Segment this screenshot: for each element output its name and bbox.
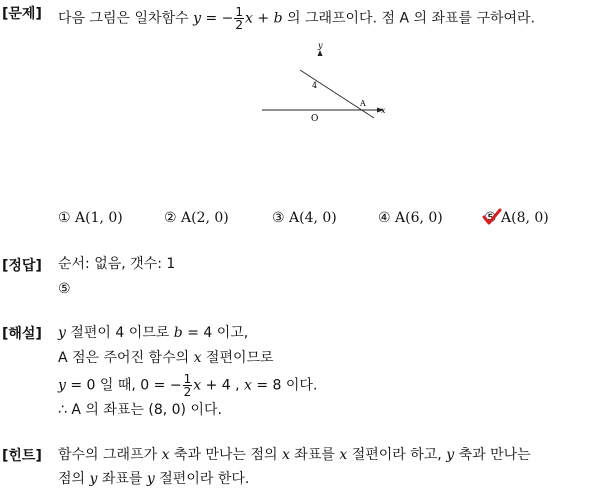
choice-text: A(6, 0) bbox=[395, 210, 443, 226]
explanation-line-1 bbox=[58, 323, 248, 343]
choice-mark: ③ bbox=[272, 210, 285, 226]
problem-question bbox=[58, 6, 535, 31]
text: 절편이라 하고, bbox=[347, 447, 447, 463]
var-y: y bbox=[446, 447, 455, 463]
eq-fraction bbox=[234, 6, 244, 31]
text: A 점은 주어진 함수의 bbox=[58, 350, 194, 366]
eq-frac-num: 1 bbox=[235, 5, 244, 19]
choice-3[interactable] bbox=[272, 210, 337, 226]
var-b: b bbox=[173, 325, 183, 341]
choice-mark: ⑤ bbox=[484, 210, 497, 226]
eq-x: x bbox=[245, 10, 253, 27]
text: 절편이므로 bbox=[201, 350, 274, 366]
eq-plus: + bbox=[252, 10, 274, 27]
var-y: y bbox=[58, 377, 66, 394]
text: 절편이 4 이므로 bbox=[65, 325, 174, 341]
explanation-line-4: ∴ A 의 좌표는 (8, 0) 이다. bbox=[58, 402, 222, 418]
text: 축과 만나는 점의 bbox=[169, 447, 282, 463]
text: + 4 , bbox=[201, 377, 245, 394]
text: 함수의 그래프가 bbox=[58, 447, 162, 463]
function-graph bbox=[258, 40, 398, 130]
choice-text: A(2, 0) bbox=[181, 210, 229, 226]
graph-line bbox=[300, 70, 374, 118]
explanation-line-2 bbox=[58, 348, 274, 368]
choice-mark: ① bbox=[58, 210, 71, 226]
choice-2[interactable] bbox=[164, 210, 229, 226]
choice-mark: ② bbox=[164, 210, 177, 226]
var-x: x bbox=[193, 377, 202, 394]
var-x: x bbox=[193, 350, 202, 366]
question-text-pre: 다음 그림은 일차함수 bbox=[58, 10, 194, 27]
text: = 0 일 때, 0 = − bbox=[65, 377, 182, 394]
eq-b: b bbox=[273, 10, 283, 27]
var-y: y bbox=[89, 471, 98, 487]
fraction bbox=[183, 373, 193, 398]
choice-1[interactable] bbox=[58, 210, 123, 226]
frac-den: 2 bbox=[183, 385, 192, 399]
answer-line-1: 순서: 없음, 갯수: 1 bbox=[58, 256, 176, 272]
frac-num: 1 bbox=[183, 372, 192, 386]
eq-frac-den: 2 bbox=[235, 18, 244, 32]
text: 좌표를 bbox=[289, 447, 340, 463]
hint-tag: [힌트] bbox=[2, 448, 42, 464]
choice-text: A(8, 0) bbox=[501, 210, 549, 226]
eq-y: y bbox=[193, 10, 201, 27]
choice-mark: ④ bbox=[378, 210, 391, 226]
text: 점의 bbox=[58, 471, 90, 487]
text: 절편이라 한다. bbox=[154, 471, 250, 487]
problem-tag: [문제] bbox=[2, 6, 42, 22]
answer-tag: [정답] bbox=[2, 258, 42, 274]
text: 좌표를 bbox=[97, 471, 147, 487]
y-axis-label: y bbox=[318, 41, 323, 50]
answer-line-2: ⑤ bbox=[58, 281, 71, 297]
y-axis-arrow-icon bbox=[318, 50, 323, 56]
var-y: y bbox=[146, 471, 155, 487]
hint-line-2 bbox=[58, 469, 249, 489]
choice-text: A(1, 0) bbox=[75, 210, 123, 226]
origin-label: O bbox=[311, 114, 319, 124]
var-x: x bbox=[281, 447, 290, 463]
question-text-post: 의 그래프이다. 점 A 의 좌표를 구하여라. bbox=[282, 10, 536, 27]
text: 축과 만나는 bbox=[454, 447, 531, 463]
x-axis-label: x bbox=[381, 106, 386, 115]
intercept-label: 4 bbox=[312, 81, 318, 90]
text: = 4 이고, bbox=[182, 325, 249, 341]
choice-text: A(4, 0) bbox=[289, 210, 337, 226]
eq-equals-minus: = − bbox=[201, 10, 234, 27]
hint-line-1 bbox=[58, 445, 531, 465]
var-y: y bbox=[58, 325, 66, 341]
explanation-line-3 bbox=[58, 373, 317, 398]
var-x: x bbox=[161, 447, 170, 463]
var-x: x bbox=[339, 447, 348, 463]
text: = 8 이다. bbox=[251, 377, 318, 394]
explanation-tag: [해설] bbox=[2, 326, 42, 342]
checkmark-icon bbox=[482, 208, 502, 226]
point-a-label: A bbox=[360, 99, 366, 108]
var-x: x bbox=[244, 377, 252, 394]
choice-4[interactable] bbox=[378, 210, 443, 226]
